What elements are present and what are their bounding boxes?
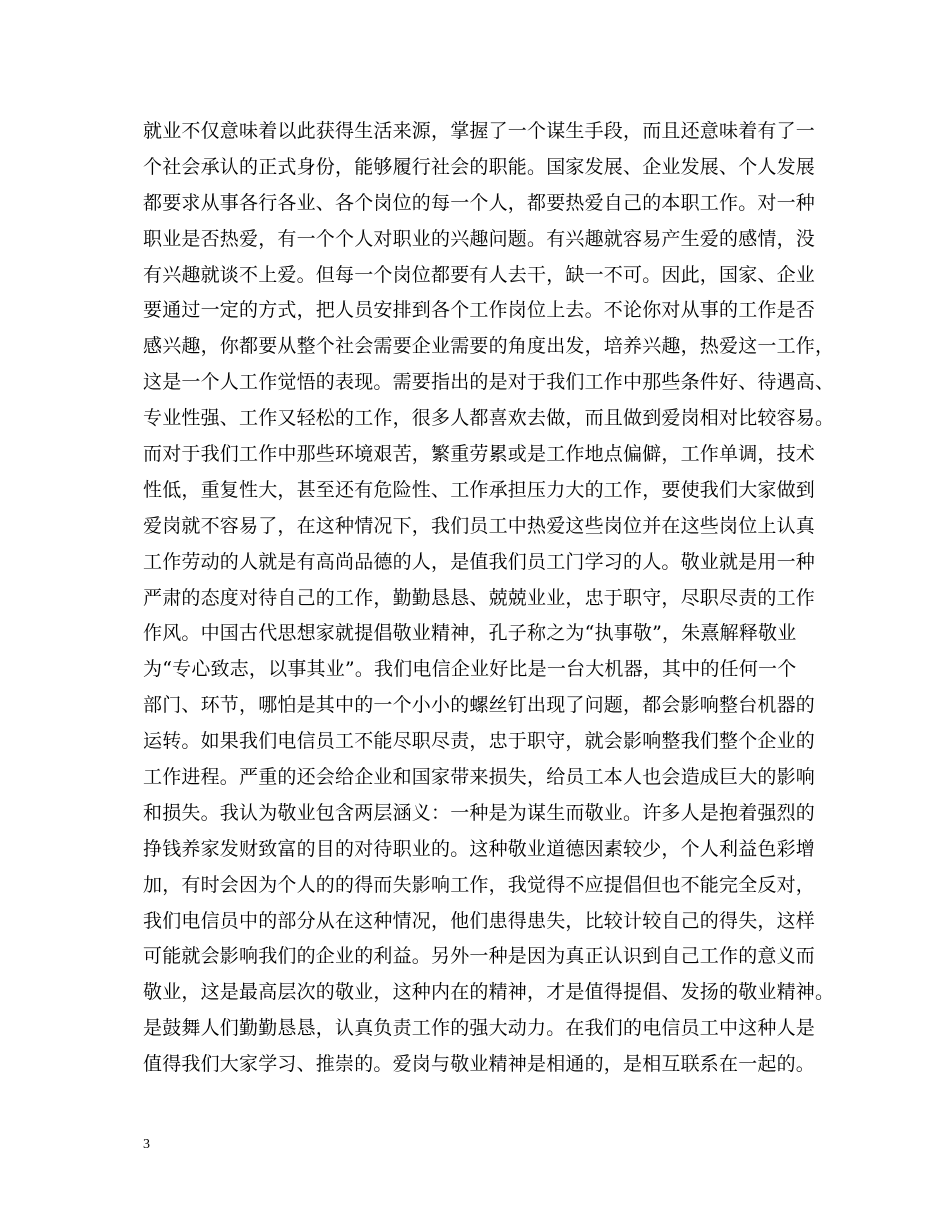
text-line: 要通过一定的方式，把人员安排到各个工作岗位上去。不论你对从事的工作是否 bbox=[143, 299, 816, 322]
text-line: 爱岗就不容易了，在这种情况下，我们员工中热爱这些岗位并在这些岗位上认真 bbox=[143, 514, 816, 537]
text-line: 值得我们大家学习、推崇的。爱岗与敬业精神是相通的，是相互联系在一起的。 bbox=[143, 1053, 816, 1076]
text-line: 作风。中国古代思想家就提倡敬业精神，孔子称之为“执事敬”，朱熹解释敬业 bbox=[143, 622, 797, 645]
text-line: 可能就会影响我们的企业的利益。另外一种是因为真正认识到自己工作的意义而 bbox=[143, 945, 816, 968]
text-line: 我们电信员中的部分从在这种情况，他们患得患失，比较计较自己的得失，这样 bbox=[143, 909, 816, 932]
text-line: 而对于我们工作中那些环境艰苦，繁重劳累或是工作地点偏僻，工作单调，技术 bbox=[143, 443, 816, 466]
text-line: 工作劳动的人就是有高尚品德的人，是值我们员工门学习的人。敬业就是用一种 bbox=[143, 550, 816, 573]
text-line: 个社会承认的正式身份，能够履行社会的职能。国家发展、企业发展、个人发展 bbox=[143, 155, 816, 178]
text-line: 加，有时会因为个人的的得而失影响工作，我觉得不应提倡但也不能完全反对， bbox=[143, 873, 816, 896]
text-line: 这是一个人工作觉悟的表现。需要指出的是对于我们工作中那些条件好、待遇高、 bbox=[143, 371, 835, 394]
text-line: 就业不仅意味着以此获得生活来源，掌握了一个谋生手段，而且还意味着有了一 bbox=[143, 120, 816, 142]
body-text bbox=[143, 114, 833, 1083]
text-line: 挣钱养家发财致富的目的对待职业的。这种敬业道德因素较少，个人利益色彩增 bbox=[143, 837, 816, 860]
text-line: 敬业，这是最高层次的敬业，这种内在的精神，才是值得提倡、发扬的敬业精神。 bbox=[143, 981, 835, 1004]
text-line: 和损失。我认为敬业包含两层涵义：一种是为谋生而敬业。许多人是抱着强烈的 bbox=[143, 801, 816, 824]
text-line: 感兴趣，你都要从整个社会需要企业需要的角度出发，培养兴趣，热爱这一工作， bbox=[143, 335, 835, 358]
text-line: 工作进程。严重的还会给企业和国家带来损失，给员工本人也会造成巨大的影响 bbox=[143, 766, 816, 789]
text-line: 职业是否热爱，有一个个人对职业的兴趣问题。有兴趣就容易产生爱的感情，没 bbox=[143, 227, 816, 250]
text-line: 严肃的态度对待自己的工作，勤勤恳恳、兢兢业业，忠于职守，尽职尽责的工作 bbox=[143, 586, 816, 609]
text-line: 专业性强、工作又轻松的工作，很多人都喜欢去做，而且做到爱岗相对比较容易。 bbox=[143, 407, 835, 430]
text-line: 是鼓舞人们勤勤恳恳，认真负责工作的强大动力。在我们的电信员工中这种人是 bbox=[143, 1017, 816, 1040]
text-line: 有兴趣就谈不上爱。但每一个岗位都要有人去干，缺一不可。因此，国家、企业 bbox=[143, 263, 816, 286]
text-line: 运转。如果我们电信员工不能尽职尽责，忠于职守，就会影响整我们整个企业的 bbox=[143, 730, 816, 753]
text-line: 部门、环节，哪怕是其中的一个小小的螺丝钉出现了问题，都会影响整台机器的 bbox=[143, 694, 816, 717]
page-number: 3 bbox=[143, 1137, 150, 1152]
text-line: 都要求从事各行各业、各个岗位的每一个人，都要热爱自己的本职工作。对一种 bbox=[143, 191, 816, 214]
text-line: 性低，重复性大，甚至还有危险性、工作承担压力大的工作，要使我们大家做到 bbox=[143, 478, 816, 501]
text-line: 为“专心致志，以事其业”。我们电信企业好比是一台大机器，其中的任何一个 bbox=[143, 658, 797, 681]
